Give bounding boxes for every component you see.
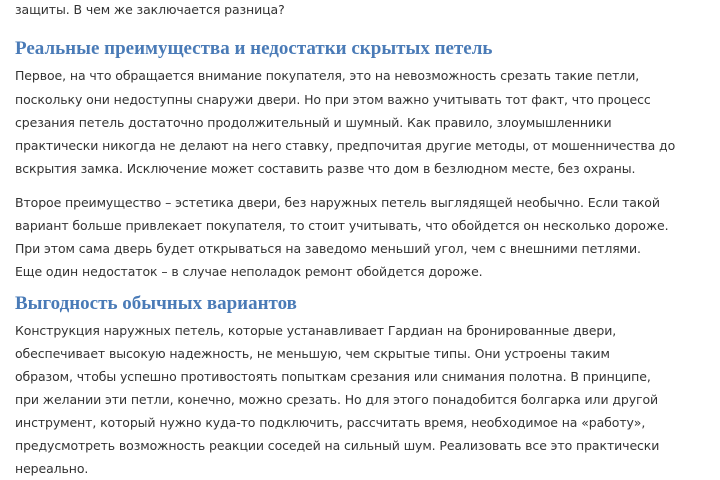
paragraph-line: поскольку они недоступны снаружи двери. Но при этом важно учитывать тот факт, что процесс xyxy=(15,92,651,107)
paragraph-line: вскрытия замка. Исключение может составить разве что дом в безлюдном месте, без охраны. xyxy=(15,161,636,176)
paragraph-line: при желании эти петли, конечно, можно срезать. Но для этого понадобится болгарка или другой xyxy=(15,392,659,407)
section-heading-hidden-hinges: Реальные преимущества и недостатки скрытых петель xyxy=(15,38,493,59)
paragraph-line: Второе преимущество – эстетика двери, без наружных петель выглядящей необычно. Если такой xyxy=(15,195,660,210)
paragraph-line: инструмент, который нужно куда-то подключить, рассчитать время, необходимое на «работу», xyxy=(15,415,646,430)
paragraph-line: Конструкция наружных петель, которые устанавливает Гардиан на бронированные двери, xyxy=(15,323,617,338)
paragraph-line: Еще один недостаток – в случае неполадок ремонт обойдется дороже. xyxy=(15,264,483,279)
paragraph-line: предусмотреть возможность реакции соседей на сильный шум. Реализовать все это практически xyxy=(15,438,660,453)
paragraph-line: практически никогда не делают на него ставку, предпочитая другие методы, от мошенничества до xyxy=(15,138,676,153)
paragraph-line: нереально. xyxy=(15,461,89,476)
paragraph-line: вариант больше привлекает покупателя, то стоит учитывать, что обойдется он несколько дороже. xyxy=(15,218,669,233)
paragraph-line: срезания петель достаточно продолжительный и шумный. Как правило, злоумышленники xyxy=(15,115,612,130)
section-heading-regular-options: Выгодность обычных вариантов xyxy=(15,293,297,314)
paragraph-line: Первое, на что обращается внимание покупателя, это на невозможность срезать такие петли, xyxy=(15,68,640,83)
paragraph-line: обеспечивает высокую надежность, не меньшую, чем скрытые типы. Они устроены таким xyxy=(15,346,610,361)
paragraph-line: При этом сама дверь будет открываться на заведомо меньший угол, чем с внешними петлями. xyxy=(15,241,641,256)
intro-tail-text: защиты. В чем же заключается разница? xyxy=(15,2,285,17)
paragraph-line: образом, чтобы успешно противостоять попыткам срезания или снимания полотна. В принципе, xyxy=(15,369,651,384)
